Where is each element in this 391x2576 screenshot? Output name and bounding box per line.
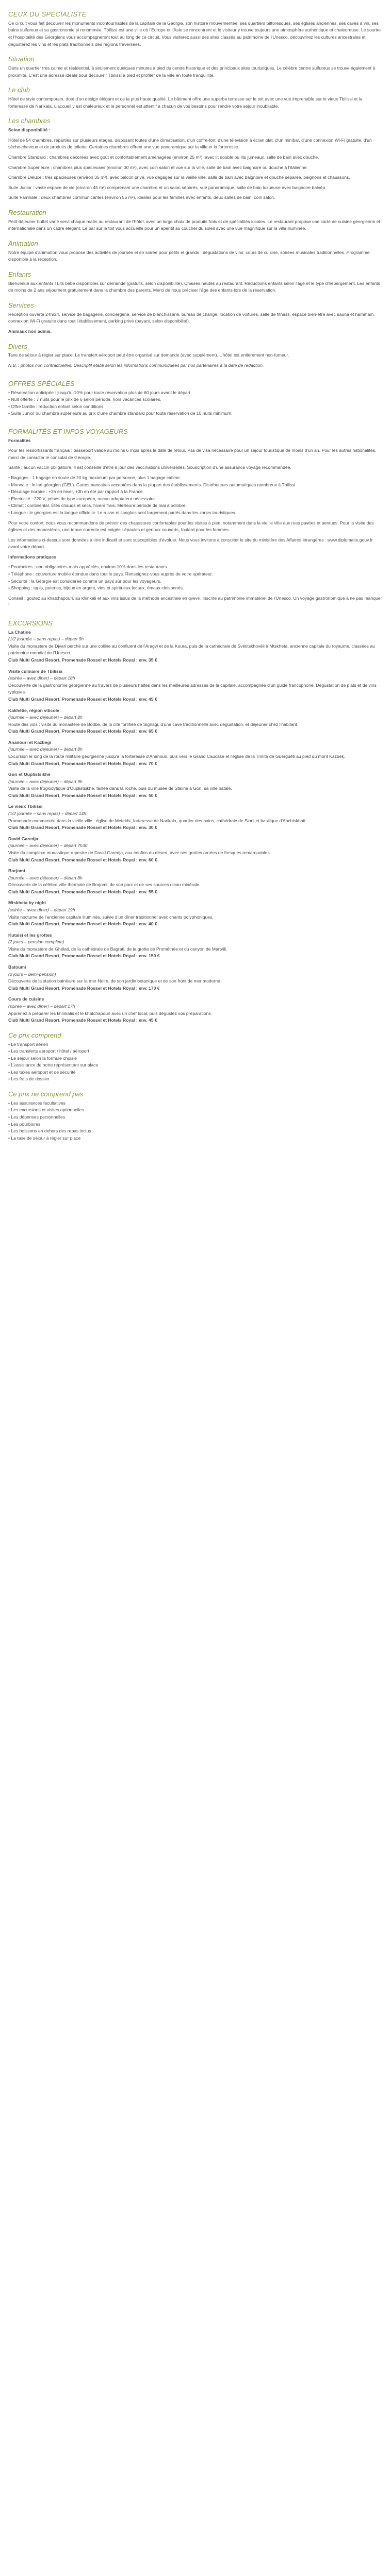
excursion-item [8, 629, 383, 664]
chambres-item: Chambre Standard : chambres décorées avec goût et confortablement aménagées (environ 25 m²), avec lit double ou lits jumeaux, salle de bain avec douche. [8, 154, 319, 160]
excursion-desc: Visite du monastère de Ghélati, de la cathédrale de Bagrati, de la grotte de Prométhée et du canyon de Martvili. [8, 946, 227, 952]
situation-text: Dans un quartier très calme et résidentiel, à seulement quelques minutes à pied du centre historique et des principaux sites touristiques. Le célèbre centre sulfureux se trouve également à proximité. C'est une adresse idéale pour découvrir Tbilissi à pied et profiter de la ville en toute tranquillité. [8, 65, 376, 78]
excursion-meta: (journée – avec déjeuner) – départ 7h30 [8, 843, 88, 849]
excursion-item [8, 900, 383, 927]
prix-comprend-item: • Les taxes aéroport et de sécurité [8, 1069, 383, 1076]
info-item: • Pourboires : non obligatoires mais appréciés, environ 10% dans les restaurants. [8, 564, 383, 571]
section-title-prix-ne-comprend: Ce prix ne comprend pas [8, 1090, 84, 1098]
prix-comprend-item: • Le séjour selon la formule choisie [8, 1055, 383, 1062]
restauration-text: Petit-déjeuner buffet varié servi chaque matin au restaurant de l'hôtel, avec un large choix de produits frais et de spécialités locales. Le restaurant propose une carte de cuisine géorgienne et internationale dans un cadre élégant. Le bar sur le toit vous accueille pour un apéritif au coucher du soleil avec une vue magnifique sur la ville illuminée. [8, 218, 380, 231]
excursion-meta: (journée – avec déjeuner) – départ 8h [8, 875, 83, 880]
excursion-price: Club Multi Grand Resort, Promenade Rossel et Hotels Royal : env. 70 € [8, 760, 157, 766]
excursion-name: Batoumi [8, 964, 26, 970]
offre-item: • Nuit offerte : 7 nuits pour le prix de 6 selon période, hors vacances scolaires. [8, 396, 383, 403]
section-title-services: Services [8, 301, 34, 309]
excursion-name: Kutaisi et les grottes [8, 932, 52, 938]
excursion-meta: (soirée – avec dîner) – départ 17h [8, 1003, 75, 1009]
excursion-meta: (soirée – avec dîner) – départ 18h [8, 675, 75, 681]
enfants-text: Bienvenue aux enfants ! Lits bébé disponibles sur demande (gratuits, selon disponibilité). Chaises hautes au restaurant. Réductions enfants selon l'âge et le type d'hébergement. Les enfants de moins de 2 ans séjournent gratuitement dans la chambre des parents. Merci de nous préciser l'âge des enfants lors de la réservation. [8, 280, 380, 293]
excursion-desc: Apprenez à préparer les khinkalis et le khatchapouri avec un chef local, puis dégustez vos préparations. [8, 1010, 213, 1016]
chambres-item: Chambre Deluxe : très spacieuses (environ 35 m²), avec balcon privé, vue dégagée sur la vieille ville, salle de bain avec baignoire et douche séparée, peignoirs et chaussons. [8, 175, 350, 180]
offre-item: • Offre famille : réduction enfant selon conditions. [8, 403, 383, 411]
page [0, 0, 391, 1159]
excursions-list [8, 629, 383, 1024]
services-sub: Animaux non admis. [8, 329, 52, 334]
info-item: • Téléphone : couverture mobile étendue dans tout le pays. Renseignez-vous auprès de votre opérateur. [8, 571, 383, 578]
excursion-name: Le vieux Tbilissi [8, 804, 43, 809]
chambres-item: Suite Familiale : deux chambres communicantes (environ 55 m²), idéales pour les familles avec enfants, deux salles de bain, coin salon. [8, 195, 275, 200]
divers-note: N.B. : photos non contractuelles. Descriptif établi selon les informations communiquées par nos partenaires à la date de rédaction. [8, 363, 264, 368]
info-item: • Shopping : tapis, poteries, bijoux en argent, vins et spiritueux locaux, émaux cloisonnés. [8, 585, 383, 592]
excursion-name: Gori et Ouplistsikhé [8, 772, 51, 777]
ceux-text: Ce circuit vous fait découvrir les monuments incontournables de la capitale de la Géorgie, son histoire mouvementée, ses quartiers pittoresques, ses églises anciennes, ses caves à vin, ses bains sulfureux et sa gastronomie si renommée. Tbilissi est une ville où l'Europe et l'Asie se rencontrent et le visiteur y trouve toujours une atmosphère authentique et chaleureuse. Le sourire et l'hospitalité des Géorgiens vous accompagneront tout au long de ce circuit. Vous visiterez aussi des sites classés au patrimoine de l'Unesco, découvrirez les cultures ancestrales et dégusterez les vins et les plats traditionnels des régions traversées. [8, 20, 381, 47]
infos-list [8, 564, 383, 591]
formalite-item: • Monnaie : le lari géorgien (GEL). Cartes bancaires acceptées dans la plupart des établissements. Distributeurs automatiques nombreux à Tbilissi. [8, 482, 383, 489]
services-text: Réception ouverte 24h/24, service de bagagerie, conciergerie, service de blanchisserie, bureau de change, location de voitures, salle de fitness, espace bien-être avec sauna et hammam, connexion Wi-Fi gratuite dans tout l'établissement, parking privé (payant, selon disponibilité). [8, 311, 375, 324]
chambres-list [8, 137, 383, 201]
formalites-label: Formalités [8, 437, 31, 443]
excursion-name: David Garedja [8, 836, 38, 841]
offres-list [8, 389, 383, 417]
info-item: • Sécurité : la Géorgie est considérée comme un pays sûr pour les voyageurs. [8, 578, 383, 585]
excursion-name: La Chatine [8, 629, 31, 635]
excursion-desc: Route des vins : visite du monastère de Bodbe, de la cité fortifiée de Signagi, d'une cave traditionnelle avec dégustation, et déjeuner chez l'habitant. [8, 721, 299, 727]
excursion-name: Mtskheta by night [8, 900, 46, 906]
excursion-meta: (2 jours – demi-pension) [8, 971, 56, 977]
prix-comprend-item: • Les frais de dossier [8, 1076, 383, 1083]
excursion-desc: Découverte de la gastronomie géorgienne au travers de plusieurs haltes dans les meilleures adresses de la capitale, accompagnée d'un guide francophone. Dégustation de plats et de vins typiques. [8, 682, 377, 695]
excursion-price: Club Multi Grand Resort, Promenade Rossel et Hotels Royal : env. 50 € [8, 792, 157, 798]
section-title-enfants: Enfants [8, 270, 31, 278]
prix-ne-comprend-item: • Les boissons en dehors des repas inclus [8, 1128, 383, 1135]
animation-text: Notre équipe d'animation vous propose des activités de journée et en soirée pour petits et grands : dégustations de vins, cours de cuisine, soirées musicales traditionnelles. Programme disponible à la réception. [8, 249, 370, 262]
excursion-meta: (2 jours – pension complète) [8, 939, 64, 945]
excursion-price: Club Multi Grand Resort, Promenade Rossel et Hotels Royal : env. 170 € [8, 985, 160, 991]
excursion-desc: Visite de la ville troglodytique d'Ouplistsikhé, taillée dans la roche, puis du musée de Staline à Gori, sa ville natale. [8, 786, 232, 791]
prix-comprend-item: • Le transport aérien [8, 1041, 383, 1048]
excursion-meta: (1/2 journée – sans repas) – départ 14h [8, 811, 86, 817]
excursion-name: Ananouri et Kazbegi [8, 739, 52, 745]
prix-ne-comprend-item: • Les dépenses personnelles [8, 1114, 383, 1121]
section-title-divers: Divers [8, 342, 27, 350]
excursion-meta: (journée – avec déjeuner) – départ 8h [8, 715, 83, 720]
excursion-name: Borjomi [8, 868, 25, 874]
chambres-item: Chambre Supérieure : chambres plus spacieuses (environ 30 m²), avec coin salon et vue sur la ville, salle de bain avec baignoire ou douche à l'italienne. [8, 164, 308, 170]
section-title-ceux: CEUX DU SPÉCIALISTE [8, 10, 87, 18]
excursion-item [8, 771, 383, 799]
excursion-meta: (journée – avec déjeuner) – départ 9h [8, 778, 83, 784]
prix-ne-comprend-item: • Les assurances facultatives [8, 1100, 383, 1107]
excursion-item [8, 739, 383, 767]
chambres-item: Suite Junior : vaste espace de vie (environ 45 m²) comprenant une chambre et un salon séparés, vue panoramique, salle de bain luxueuse avec baignoire balnéo. [8, 184, 327, 190]
formalites-text1: Pour les ressortissants français : passeport valide au moins 6 mois après la date de retour. Pas de visa nécessaire pour un séjour touristique de moins d'un an. Pour les autres nationalités, merci de consulter le consulat de Géorgie. [8, 448, 377, 460]
excursion-item [8, 668, 383, 703]
section-title-offres: OFFRES SPÉCIALES [8, 379, 75, 387]
excursion-item [8, 932, 383, 960]
prix-ne-comprend-item: • La taxe de séjour à régler sur place [8, 1135, 383, 1142]
offre-item: • Réservation anticipée : jusqu'à -10% pour toute réservation plus de 60 jours avant le départ. [8, 389, 383, 397]
excursion-desc: Visite nocturne de l'ancienne capitale illuminée, suivie d'un dîner traditionnel avec chants polyphoniques. [8, 914, 214, 920]
excursion-price: Club Multi Grand Resort, Promenade Rossel et Hotels Royal : env. 55 € [8, 889, 157, 894]
section-title-restauration: Restauration [8, 208, 46, 216]
section-title-lieu: Le club [8, 86, 30, 94]
excursion-price: Club Multi Grand Resort, Promenade Rossel et Hotels Royal : env. 35 € [8, 657, 157, 663]
prix-ne-comprend-item: • Les pourboires [8, 1121, 383, 1128]
formalites-text2: Santé : aucun vaccin obligatoire. Il est conseillé d'être à jour des vaccinations universelles. Souscription d'une assurance voyage recommandée. [8, 465, 291, 470]
excursion-price: Club Multi Grand Resort, Promenade Rossel et Hotels Royal : env. 45 € [8, 1018, 157, 1023]
infos-text: Conseil : goûtez au khatchapouri, au khinkali et aux vins issus de la méthode ancestrale en qvevri, inscrite au patrimoine immatériel de l'Unesco. Un voyage gastronomique à ne pas manquer ! [8, 595, 382, 608]
formalites-text3: Pour votre confort, nous vous recommandons de prévoir des chaussures confortables pour les visites à pied, notamment dans la vieille ville aux rues pavées et pentues. Pour la visite des églises et des monastères, une tenue correcte est exigée : épaules et genoux couverts, foulard pour les femmes. [8, 520, 374, 533]
infos-label: Informations pratiques [8, 554, 57, 560]
offre-item: • Suite Junior ou chambre supérieure au prix d'une chambre standard pour toute réservation de 10 nuits minimum. [8, 410, 383, 417]
divers-text: Taxe de séjour à régler sur place. Le transfert aéroport peut être organisé sur demande (avec supplément). L'hôtel est entièrement non-fumeur. [8, 352, 289, 358]
excursion-desc: Visite du monastère de Djvari perché sur une colline au confluent de l'Aragvi et de la Koura, puis de la cathédrale de Svétitskhovéli à Mtskheta, ancienne capitale du royaume, classées au patrimoine mondial de l'Unesco. [8, 643, 375, 656]
section-title-situation: Situation [8, 55, 35, 63]
excursion-name: Cours de cuisine [8, 996, 44, 1002]
excursion-price: Club Multi Grand Resort, Promenade Rossel et Hotels Royal : env. 45 € [8, 696, 157, 702]
excursion-meta: (journée – avec déjeuner) – départ 8h [8, 747, 83, 752]
excursion-item [8, 836, 383, 863]
section-title-animation: Animation [8, 239, 38, 247]
excursion-item [8, 996, 383, 1024]
formalite-item: • Climat : continental. Étés chauds et secs, hivers frais. Meilleure période de mai à octobre. [8, 502, 383, 510]
chambres-intro: Selon disponibilité : [8, 127, 51, 133]
excursion-item [8, 707, 383, 735]
formalite-item: • Bagages : 1 bagage en soute de 20 kg maximum par personne, plus 1 bagage cabine. [8, 474, 383, 482]
excursion-meta: (1/2 journée – sans repas) – départ 9h [8, 636, 84, 642]
excursion-desc: Promenade commentée dans la vieille ville : église de Metekhi, forteresse de Narikala, quartier des bains, cathédrale de Sioni et basilique d'Anchiskhati. [8, 818, 307, 823]
lieu-text: Hôtel de style contemporain, doté d'un design élégant et de la plus haute qualité. Le bâtiment offre une superbe terrasse sur le toit avec une vue imprenable sur le vieux Tbilissi et la forteresse de Narikala. L'accueil y est chaleureux et le personnel est attentif à chacun de vos besoins pour rendre votre séjour inoubliable. [8, 96, 363, 109]
excursion-desc: Découverte de la station balnéaire sur la mer Noire, de son jardin botanique et de son front de mer moderne. [8, 978, 222, 984]
formalite-item: • Langue : le géorgien est la langue officielle. Le russe et l'anglais sont largement parlés dans les zones touristiques. [8, 510, 383, 517]
excursion-item [8, 868, 383, 895]
excursion-name: Visite culinaire de Tbilissi [8, 668, 62, 674]
chambres-item: Hôtel de 54 chambres, réparties sur plusieurs étages, disposant toutes d'une climatisation, d'un coffre-fort, d'une télévision à écran plat, d'un minibar, d'une connexion Wi-Fi gratuite, d'un sèche-cheveux et de produits de toilette. Certaines chambres offrent une vue panoramique sur la ville et la forteresse. [8, 137, 372, 150]
prix-ne-comprend-list [8, 1100, 383, 1142]
section-title-chambres: Les chambres [8, 117, 51, 125]
formalites-list [8, 474, 383, 516]
formalite-item: • Décalage horaire : +2h en hiver, +3h en été par rapport à la France. [8, 488, 383, 496]
excursion-name: Kakhétie, région viticole [8, 707, 59, 713]
formalite-item: • Électricité : 220 V, prises de type européen, aucun adaptateur nécessaire. [8, 496, 383, 503]
excursion-price: Club Multi Grand Resort, Promenade Rossel et Hotels Royal : env. 30 € [8, 825, 157, 831]
excursion-price: Club Multi Grand Resort, Promenade Rossel et Hotels Royal : env. 40 € [8, 921, 157, 927]
formalites-text4: Les informations ci-dessus sont données à titre indicatif et sont susceptibles d'évoluer. Nous vous invitons à consulter le site du ministère des Affaires étrangères : www.diplomatie.gouv.fr avant votre départ. [8, 537, 373, 550]
excursion-meta: (soirée – avec dîner) – départ 19h [8, 907, 75, 912]
excursion-price: Club Multi Grand Resort, Promenade Rossel et Hotels Royal : env. 65 € [8, 728, 157, 734]
prix-comprend-list [8, 1041, 383, 1083]
excursion-item [8, 803, 383, 831]
prix-comprend-item: • Les transferts aéroport / hôtel / aéroport [8, 1048, 383, 1055]
prix-ne-comprend-item: • Les excursions et visites optionnelles [8, 1107, 383, 1114]
excursion-desc: Découverte de la célèbre ville thermale de Borjomi, de son parc et de ses sources d'eau minérale. [8, 882, 201, 888]
section-title-prix-comprend: Ce prix comprend [8, 1031, 61, 1039]
excursion-price: Club Multi Grand Resort, Promenade Rossel et Hotels Royal : env. 150 € [8, 953, 160, 959]
excursion-desc: Excursion le long de la route militaire géorgienne jusqu'à la forteresse d'Ananouri, puis vers le Grand Caucase et l'église de la Trinité de Guerguéti au pied du mont Kazbek. [8, 754, 346, 759]
section-title-excursions: EXCURSIONS [8, 619, 53, 627]
excursion-price: Club Multi Grand Resort, Promenade Rossel et Hotels Royal : env. 60 € [8, 857, 157, 862]
prix-comprend-item: • L'assistance de notre représentant sur place [8, 1062, 383, 1069]
excursion-desc: Visite du complexe monastique rupestre de David Garedja, aux confins du désert, avec ses grottes ornées de fresques remarquables. [8, 850, 271, 855]
excursion-item [8, 964, 383, 992]
section-title-formalites: FORMALITÉS ET INFOS VOYAGEURS [8, 427, 128, 435]
